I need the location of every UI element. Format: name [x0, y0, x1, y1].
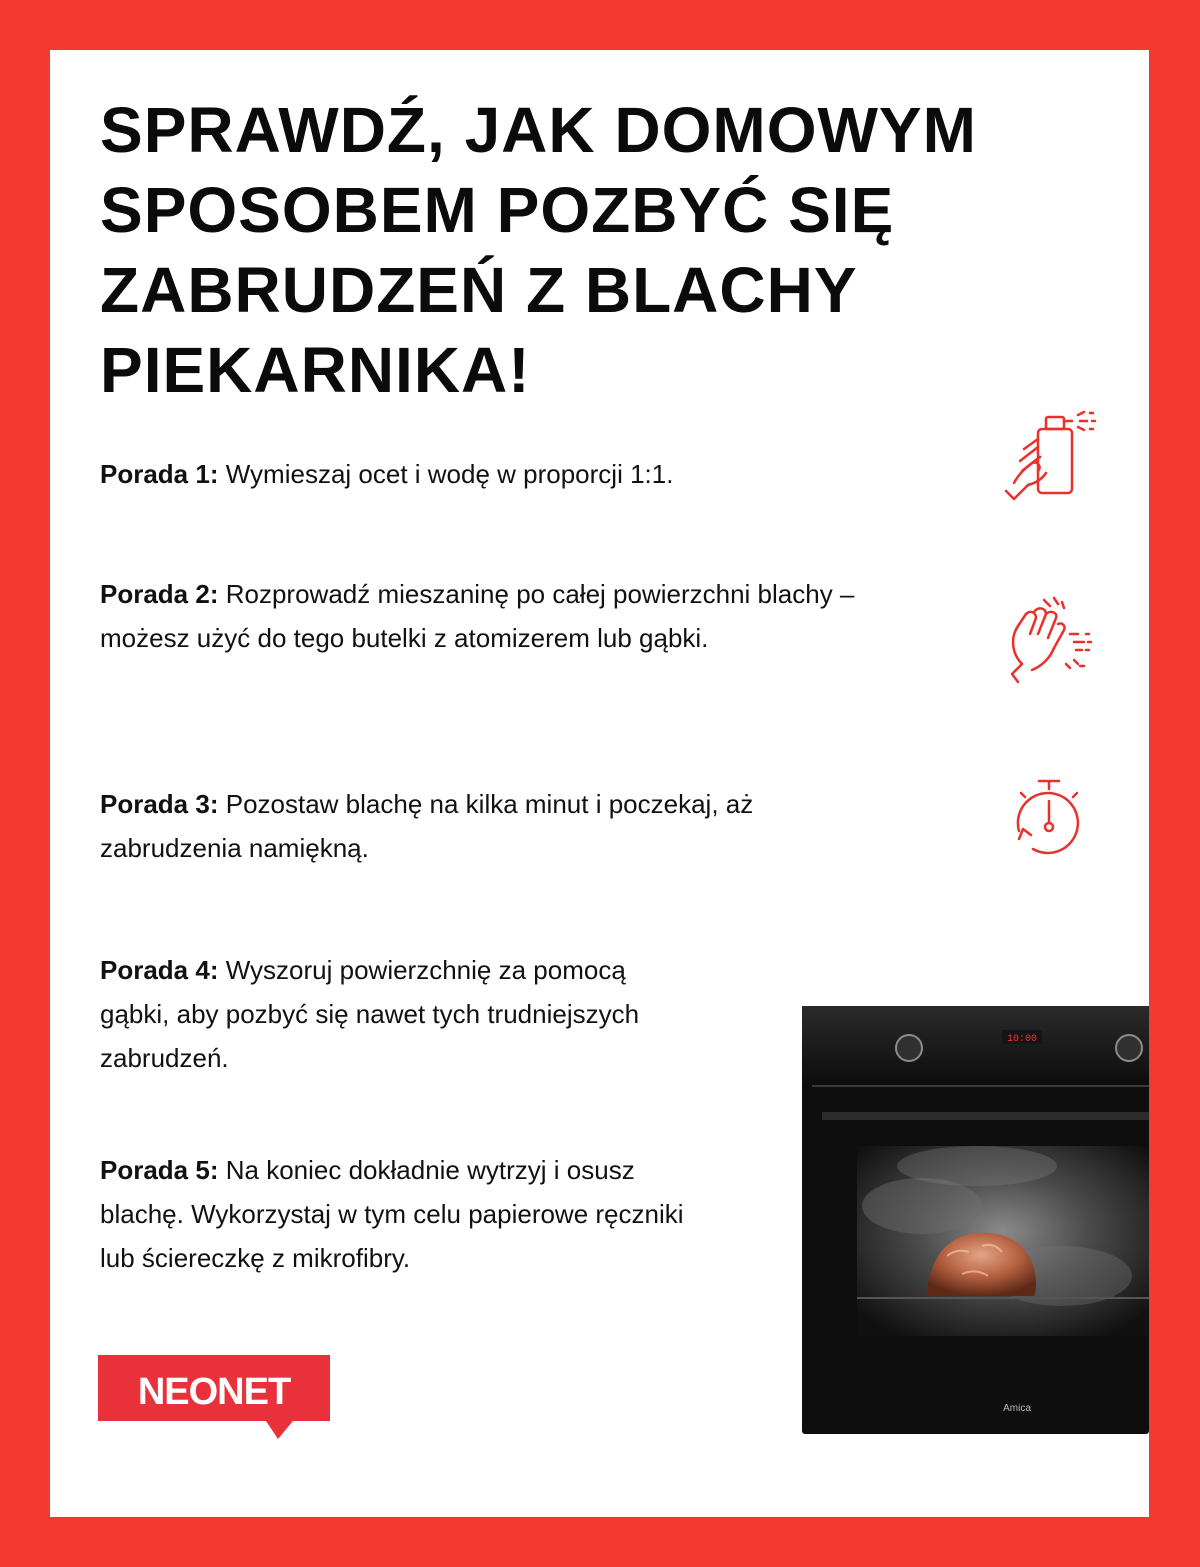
page-title: SPRAWDŹ, JAK DOMOWYM SPOSOBEM POZBYĆ SIĘ ZABRUDZEŃ Z BLACHY PIEKARNIKA!	[100, 94, 977, 406]
tip-text: Pozostaw blachę na kilka minut i poczekaj, aż zabrudzenia namiękną.	[100, 789, 754, 863]
stopwatch-icon	[1005, 775, 1095, 865]
tip-text: Rozprowadź mieszaninę po całej powierzchni blachy – możesz użyć do tego butelki z atomizerem lub gąbki.	[100, 579, 855, 653]
tip-4	[100, 948, 700, 1080]
oven-display: 10:00	[1006, 1034, 1038, 1045]
wiping-hand-icon	[1000, 590, 1100, 690]
spray-bottle-hand-icon	[1000, 405, 1100, 505]
tip-1	[100, 452, 950, 496]
tip-text: Wymieszaj ocet i wodę w proporcji 1:1.	[225, 459, 674, 489]
tip-label: Porada 4:	[100, 955, 219, 985]
tip-label: Porada 3:	[100, 789, 219, 819]
logo-text: NEONET	[137, 1371, 291, 1413]
tip-text: Na koniec dokładnie wytrzyj i osusz blachę. Wykorzystaj w tym celu papierowe ręczniki lub ściereczkę z mikrofibry.	[100, 1155, 684, 1273]
neonet-logo	[98, 1355, 330, 1445]
tip-5	[100, 1148, 720, 1280]
infographic-card	[50, 50, 1149, 1517]
tip-3	[100, 782, 880, 870]
oven-with-bread-image	[802, 1006, 1149, 1434]
tip-label: Porada 1:	[100, 459, 219, 489]
tip-text: Wyszoruj powierzchnię za pomocą gąbki, aby pozbyć się nawet tych trudniejszych zabrudzeń.	[100, 955, 640, 1073]
tip-label: Porada 5:	[100, 1155, 219, 1185]
oven-brand: Amica	[1003, 1403, 1031, 1414]
tip-2	[100, 572, 920, 660]
tip-label: Porada 2:	[100, 579, 219, 609]
